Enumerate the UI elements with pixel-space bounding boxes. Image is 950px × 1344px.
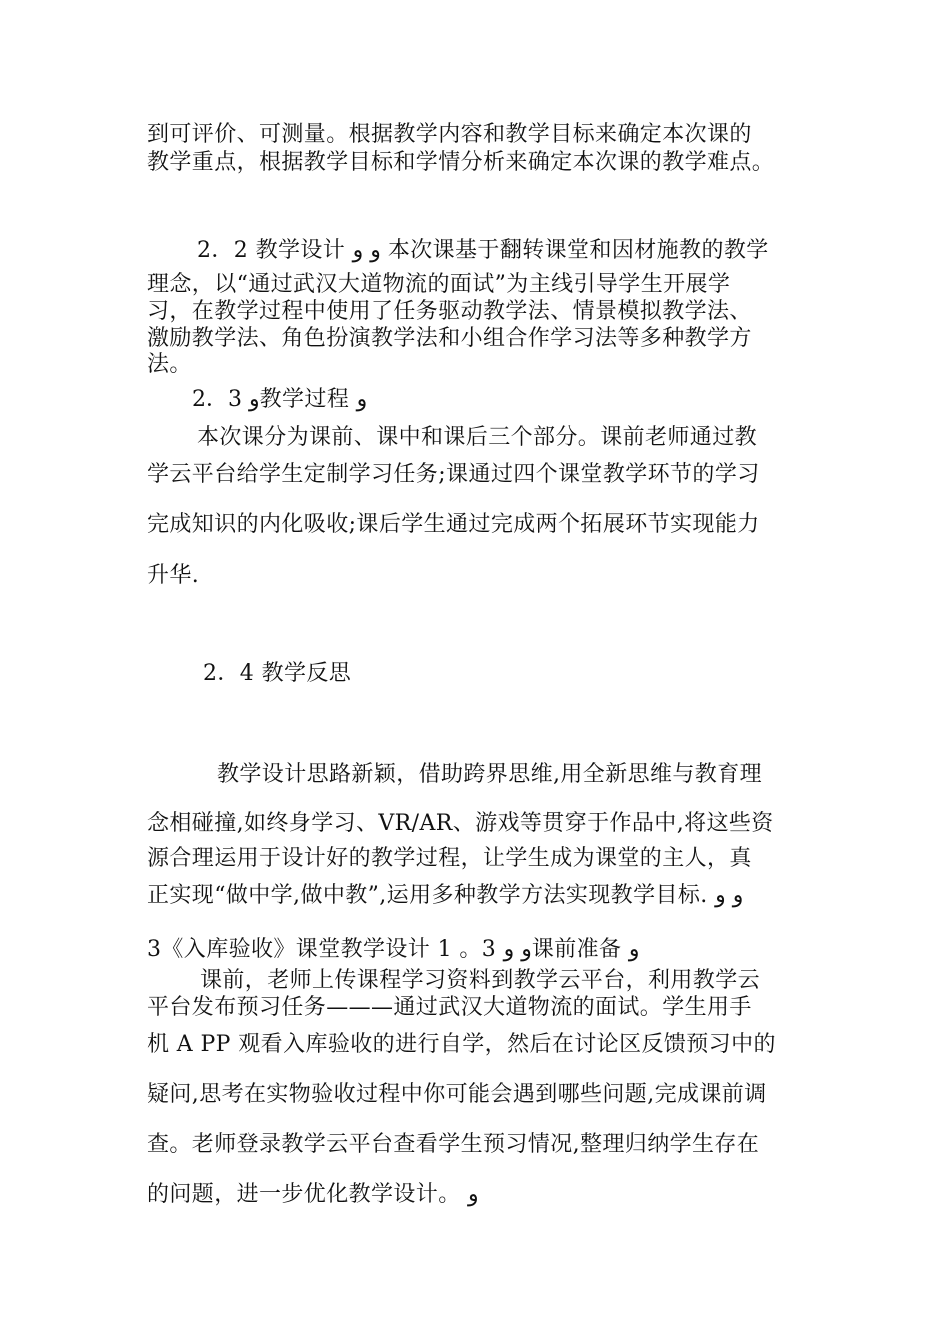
text-line: 习，在教学过程中使用了任务驱动教学法、情景模拟教学法、 [147, 299, 752, 324]
text-line: 课前，老师上传课程学习资料到教学云平台，利用教学云 [200, 968, 761, 993]
text-line: 升华. [147, 563, 200, 588]
text-line: 查。老师登录教学云平台查看学生预习情况,整理归纳学生存在 [147, 1132, 760, 1157]
text-line: 的问题，进一步优化教学设计。 و [147, 1182, 479, 1207]
text-line: 机 A PP 观看入库验收的进行自学，然后在讨论区反馈预习中的 [147, 1032, 776, 1057]
text-line: 疑问,思考在实物验收过程中你可能会遇到哪些问题,完成课前调 [147, 1082, 767, 1107]
text-line: 本次课分为课前、课中和课后三个部分。课前老师通过教 [197, 425, 758, 450]
text-line: 理念，以“通过武汉大道物流的面试”为主线引导学生开展学 [147, 272, 731, 297]
text-line: 法。 [147, 352, 192, 377]
section-heading-2-2: 2．2 教学设计 و و 本次课基于翻转课堂和因材施教的教学 [197, 238, 769, 263]
section-heading-2-4: 2．4 教学反思 [203, 661, 352, 686]
text-line: 激励教学法、角色扮演教学法和小组合作学习法等多种教学方 [147, 326, 752, 351]
text-line: 教学设计思路新颖，借助跨界思维,用全新思维与教育理 [217, 762, 762, 787]
text-line: 念相碰撞,如终身学习、VR/AR、游戏等贯穿于作品中,将这些资 [147, 811, 774, 836]
text-line: 平台发布预习任务———通过武汉大道物流的面试。学生用手 [147, 995, 752, 1020]
text-line: 源合理运用于设计好的教学过程，让学生成为课堂的主人，真 [147, 846, 752, 871]
section-heading-3-1: 3《入库验收》课堂教学设计 1 。3 و و课前准备 و [147, 937, 640, 962]
section-heading-2-3: 2．3 و教学过程 و [192, 387, 368, 412]
text-line: 学云平台给学生定制学习任务;课通过四个课堂教学环节的学习 [147, 462, 760, 487]
text-line: 完成知识的内化吸收;课后学生通过完成两个拓展环节实现能力 [147, 512, 760, 537]
text-line: 到可评价、可测量。根据教学内容和教学目标来确定本次课的 [147, 122, 752, 147]
text-line: 教学重点，根据教学目标和学情分析来确定本次课的教学难点。 [147, 150, 775, 175]
text-line: 正实现“做中学,做中教”,运用多种教学方法实现教学目标. و و [147, 883, 744, 908]
